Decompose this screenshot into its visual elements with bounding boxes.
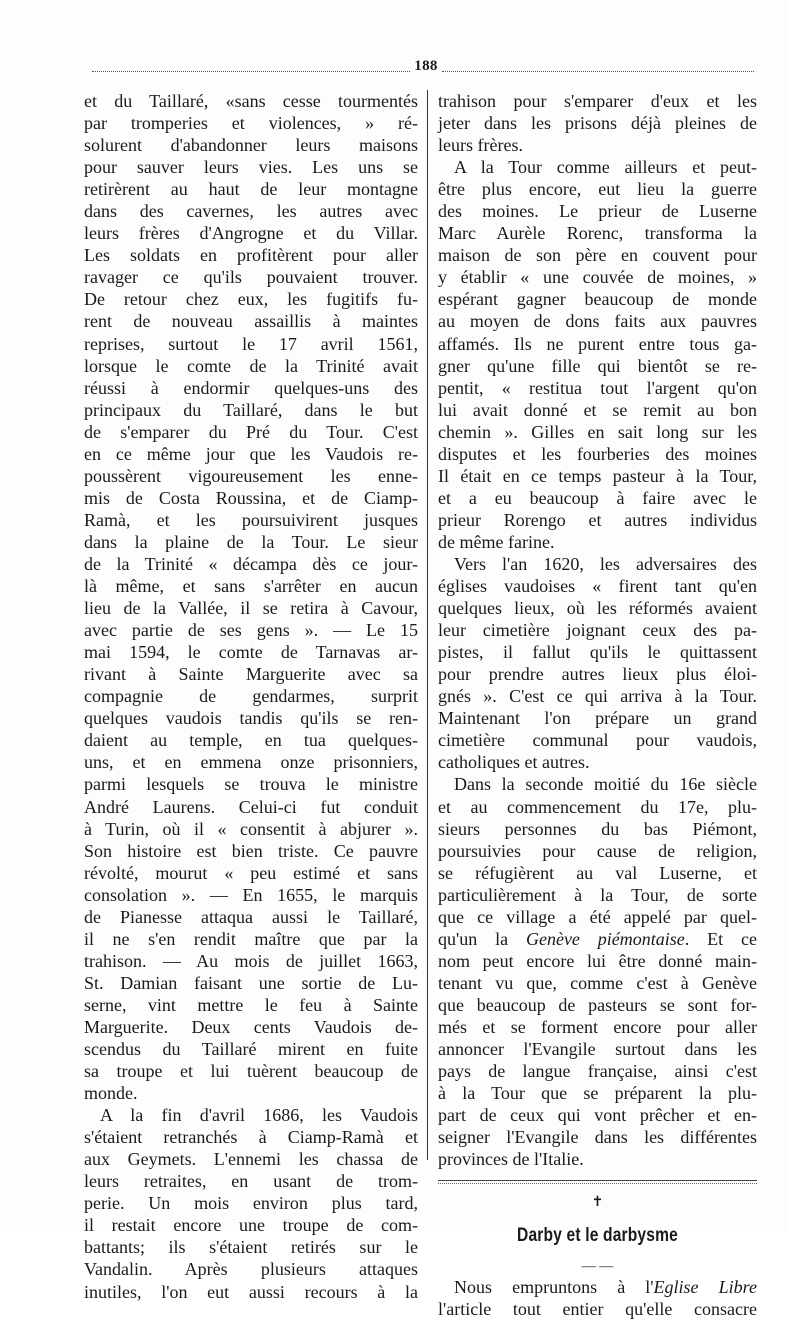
- text-line: trahison. — Au mois de juillet 1663,: [84, 950, 418, 971]
- text-line: Vandalin. Après plusieurs attaques: [84, 1259, 418, 1280]
- text-line: que beaucoup de pasteurs se sont for-: [438, 994, 757, 1015]
- text-line: ravager ce qu'ils pouvaient trouver.: [84, 267, 418, 288]
- text-line: l'article tout entier qu'elle consacre: [438, 1299, 757, 1320]
- text-line: mis de Costa Roussina, et de Ciamp-: [84, 487, 418, 508]
- text-line: il restait encore une troupe de com-: [84, 1215, 418, 1236]
- text-line: pistes, il fallut qu'ils le quittassent: [438, 642, 757, 663]
- text-line: part de ceux qui vont prêcher et en-: [438, 1105, 757, 1126]
- text-line: s'étaient retranchés à Ciamp-Ramà et: [84, 1127, 418, 1148]
- text-line: quelques lieux, où les réformés avaient: [438, 598, 757, 619]
- text-line: retirèrent au haut de leur montagne: [84, 179, 418, 200]
- text-line: principaux du Taillaré, dans le but: [84, 399, 418, 420]
- text-line: rent de nouveau assaillis à maintes: [84, 311, 418, 332]
- text-line: lieu de la Vallée, il se retira à Cavour,: [84, 598, 418, 619]
- header-rule-right: [442, 69, 754, 72]
- text-line: maison de son père en couvent pour: [438, 245, 757, 266]
- text-line: Dans la seconde moitié du 16e siècle: [454, 774, 757, 795]
- text-line: de Pianesse attaqua aussi le Taillaré,: [84, 906, 418, 927]
- text-line: daient au temple, en tua quelques-: [84, 730, 418, 751]
- text-line: trahison pour s'emparer d'eux et les: [438, 91, 757, 111]
- right-column-continued: [438, 1276, 757, 1320]
- title-dash: — —: [581, 1259, 614, 1275]
- text-line: cimetière communal pour vaudois,: [438, 730, 757, 751]
- section-title: Darby et le darbysme: [517, 1225, 678, 1247]
- text-line: espérant gagner beaucoup de monde: [438, 289, 757, 310]
- text-line: révolté, mourut « peu estimé et sans: [84, 862, 418, 883]
- left-column: [84, 90, 418, 1303]
- text-line: se réfugièrent au val Luserne, et: [438, 862, 757, 883]
- text-line: leurs frères.: [438, 135, 523, 156]
- text-line: battants; ils s'étaient retirés sur le: [84, 1237, 418, 1258]
- italic-text: Genève piémontaise: [525, 928, 685, 949]
- text-line: Il était en ce temps pasteur à la Tour,: [438, 465, 757, 486]
- column-divider: [427, 90, 428, 1160]
- text-line: par tromperies et violences, » ré-: [84, 113, 418, 134]
- text-line: à Turin, où il « consentit à abjurer ».: [84, 818, 418, 839]
- text-line: que ce village a été appelé par quel-: [438, 906, 757, 927]
- section-separator: [438, 1170, 757, 1192]
- page-number: 188: [414, 58, 438, 74]
- text-line: consolation ». — En 1655, le marquis: [84, 884, 418, 905]
- text-line: à la Tour que se préparent la plu-: [438, 1083, 757, 1104]
- text-line: sieurs personnes du bas Piémont,: [438, 818, 757, 839]
- text-line: au moyen de dons faits aux pauvres: [438, 311, 757, 332]
- text-line: jeter dans les prisons déjà pleines de: [438, 113, 757, 134]
- text-line: être plus encore, eut lieu la guerre: [438, 179, 757, 200]
- text-line: leur cimetière joignant ceux des pa-: [438, 620, 757, 641]
- text-line: particulièrement à la Tour, de sorte: [438, 884, 757, 905]
- text-line: solurent d'abandonner leurs maisons: [84, 135, 418, 156]
- text-line: églises vaudoises « firent tant qu'en: [438, 576, 757, 597]
- text-line: compagnie de gendarmes, surprit: [84, 686, 418, 707]
- text-line: scendus du Taillaré mirent en fuite: [84, 1039, 418, 1060]
- text-line: parmi lesquels se trouva le ministre: [84, 774, 418, 795]
- text-line: avec partie de ses gens ». — Le 15: [84, 620, 418, 641]
- text-line: lui avait donné et se remit au bon: [438, 399, 757, 420]
- text-line: pour prendre autres lieux plus éloi-: [438, 664, 757, 685]
- text-line: et au commencement du 17e, plu-: [438, 796, 757, 817]
- text-line: et du Taillaré, «sans cesse tourmentés: [84, 91, 418, 111]
- text-line: Maintenant l'on prépare un grand: [438, 708, 757, 729]
- text-line: des moines. Le prieur de Luserne: [438, 201, 757, 222]
- right-column: [438, 90, 757, 1320]
- text-line: Les soldats en profitèrent pour aller: [84, 245, 418, 266]
- text-line: aux Geymets. L'ennemi les chassa de: [84, 1149, 418, 1170]
- text-line: Vers l'an 1620, les adversaires des: [454, 553, 757, 574]
- text-line: perie. Un mois environ plus tard,: [84, 1193, 418, 1214]
- text-line: Ramà, et les poursuivirent jusques: [84, 509, 418, 530]
- text-line: seigner l'Evangile dans les différentes: [438, 1127, 757, 1148]
- text-line: qu'un la Genève piémontaise. Et ce: [438, 928, 757, 949]
- text-line: dans des cavernes, les autres avec: [84, 201, 418, 222]
- text-line: gner qu'une fille qui bientôt se re-: [438, 355, 757, 376]
- ornament-icon: ✝: [591, 1195, 604, 1211]
- text-line: poussèrent vigoureusement les enne-: [84, 465, 418, 486]
- text-line: prieur Rorengo et autres individus: [438, 509, 757, 530]
- text-line: Son histoire est bien triste. Ce pauvre: [84, 840, 418, 861]
- text-line: uns, et en emmena onze prisonniers,: [84, 752, 418, 773]
- text-line: réussi à endormir quelques-uns des: [84, 377, 418, 398]
- text-line: gnés ». C'est ce qui arriva à la Tour.: [438, 686, 757, 707]
- text-line: tenant vu que, comme c'est à Genève: [438, 972, 757, 993]
- text-line: més et se forment encore pour aller: [438, 1016, 757, 1037]
- text-line: de s'emparer du Pré du Tour. C'est: [84, 421, 418, 442]
- text-line: y établir « une couvée de moines, »: [438, 267, 757, 288]
- text-line: André Laurens. Celui-ci fut conduit: [84, 796, 418, 817]
- text-line: monde.: [84, 1083, 138, 1104]
- text-line: affamés. Ils ne purent entre tous ga-: [438, 333, 757, 354]
- text-line: de la Trinité « décampa dès ce jour-: [84, 553, 418, 574]
- right-column-text: [438, 90, 757, 1170]
- text-line: rivant à Sainte Marguerite avec sa: [84, 664, 418, 685]
- text-line: provinces de l'Italie.: [438, 1149, 584, 1170]
- text-line: en ce même jour que les Vaudois re-: [84, 443, 418, 464]
- page-header: [92, 58, 754, 82]
- text-line: A la Tour comme ailleurs et peut-: [454, 157, 757, 178]
- italic-text: Eglise Libre: [653, 1277, 757, 1298]
- text-line: De retour chez eux, les fugitifs fu-: [84, 289, 418, 310]
- text-line: lorsque le comte de la Trinité avait: [84, 355, 418, 376]
- header-rule-left: [92, 69, 410, 72]
- text-line: chemin ». Gilles en sait long sur les: [438, 421, 757, 442]
- text-line: et a eu beaucoup à faire avec le: [438, 487, 757, 508]
- text-line: Marc Aurèle Rorenc, transforma la: [438, 223, 757, 244]
- text-line: pays de langue française, ainsi c'est: [438, 1061, 757, 1082]
- text-line: disputes et les fourberies des moines: [438, 443, 757, 464]
- text-line: quelques vaudois tandis qu'ils se ren-: [84, 708, 418, 729]
- text-line: Nous empruntons à l'Eglise Libre: [454, 1277, 757, 1298]
- text-line: inutiles, l'on eut aussi recours à la: [84, 1281, 418, 1302]
- text-line: St. Damian faisant une sortie de Lu-: [84, 972, 418, 993]
- text-line: A la fin d'avril 1686, les Vaudois: [100, 1105, 418, 1126]
- text-line: de même farine.: [438, 531, 555, 552]
- text-line: il ne s'en rendit maître que par la: [84, 928, 418, 949]
- text-line: poursuivies pour cause de religion,: [438, 840, 757, 861]
- text-line: leurs frères d'Angrogne et du Villar.: [84, 223, 418, 244]
- text-line: pour sauver leurs vies. Les uns se: [84, 157, 418, 178]
- text-line: sa troupe et lui tuèrent beaucoup de: [84, 1061, 418, 1082]
- text-line: annoncer l'Evangile surtout dans les: [438, 1039, 757, 1060]
- text-line: là même, et sans s'arrêter en aucun: [84, 576, 418, 597]
- text-line: pentit, « restitua tout l'argent qu'on: [438, 377, 757, 398]
- text-line: serne, vint mettre le feu à Sainte: [84, 994, 418, 1015]
- text-line: nom peut encore lui être donné main-: [438, 950, 757, 971]
- text-line: Marguerite. Deux cents Vaudois de-: [84, 1016, 418, 1037]
- text-line: leurs retraites, en usant de trom-: [84, 1171, 418, 1192]
- text-line: mai 1594, le comte de Tarnavas ar-: [84, 642, 418, 663]
- text-line: catholiques et autres.: [438, 752, 590, 773]
- text-line: dans la plaine de la Tour. Le sieur: [84, 531, 418, 552]
- text-line: reprises, surtout le 17 avril 1561,: [84, 333, 418, 354]
